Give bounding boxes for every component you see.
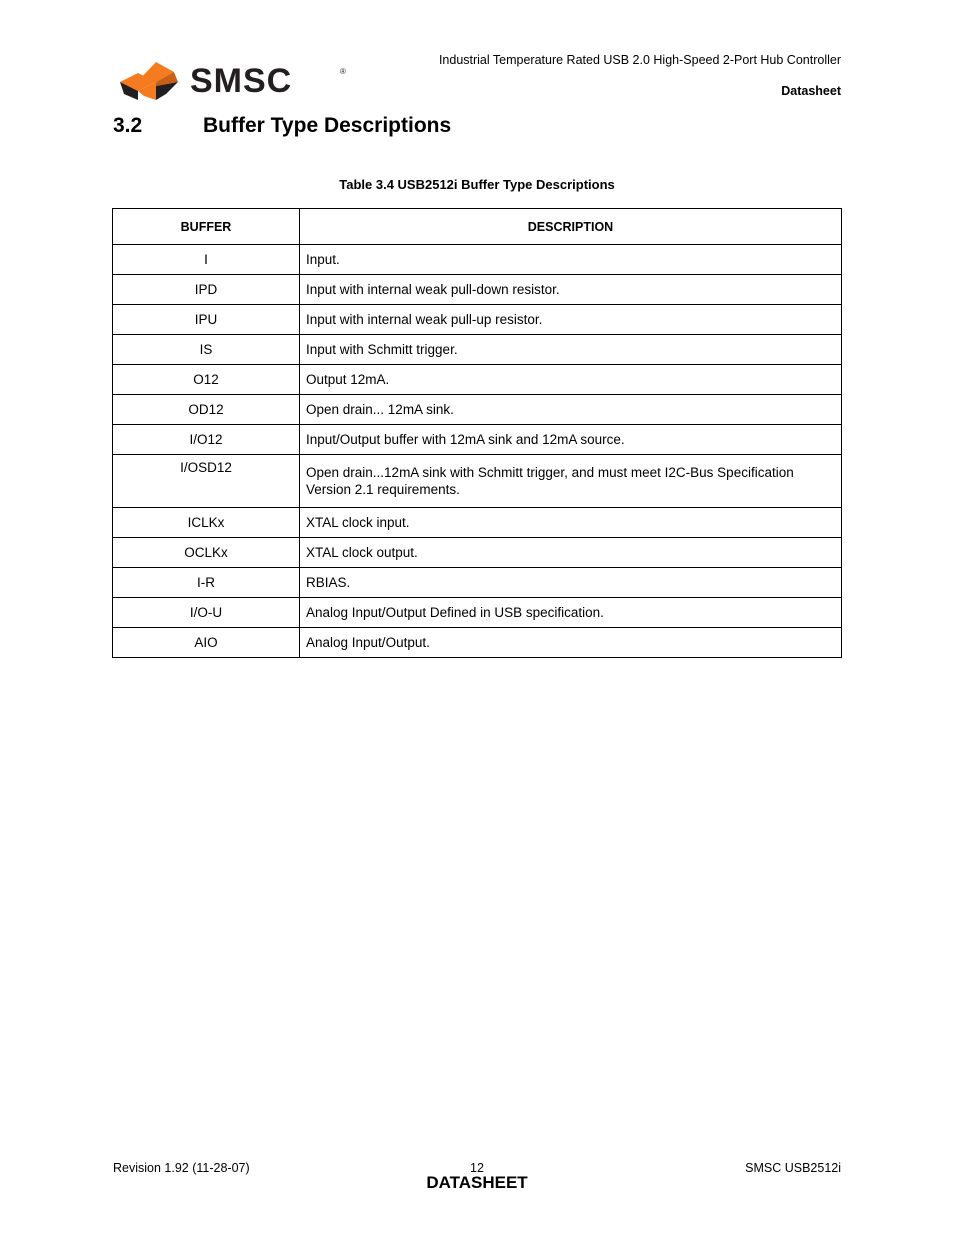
description-cell: Output 12mA.: [300, 365, 842, 395]
description-cell: Input/Output buffer with 12mA sink and 12mA source.: [300, 425, 842, 455]
buffer-cell: OD12: [113, 395, 300, 425]
table-row: [113, 335, 842, 365]
buffer-cell: IPD: [113, 275, 300, 305]
footer-revision: Revision 1.92 (11-28-07): [113, 1161, 250, 1175]
buffer-cell: IPU: [113, 305, 300, 335]
table-row: [113, 245, 842, 275]
buffer-cell: AIO: [113, 628, 300, 658]
description-cell: Open drain...12mA sink with Schmitt trigger, and must meet I2C-Bus Specification Version 2.1 requirements.: [300, 455, 842, 508]
column-header-description: DESCRIPTION: [300, 209, 842, 245]
description-cell: Input.: [300, 245, 842, 275]
buffer-cell: I/OSD12: [113, 455, 300, 508]
table-caption: Table 3.4 USB2512i Buffer Type Descriptions: [339, 177, 615, 192]
buffer-cell: I/O12: [113, 425, 300, 455]
table-row: [113, 568, 842, 598]
table-row: [113, 365, 842, 395]
footer-datasheet-label: DATASHEET: [426, 1173, 528, 1192]
smsc-wordmark: SMSC: [190, 62, 293, 100]
description-cell: Open drain... 12mA sink.: [300, 395, 842, 425]
column-header-buffer: BUFFER: [113, 209, 300, 245]
buffer-cell: I-R: [113, 568, 300, 598]
description-cell: Input with Schmitt trigger.: [300, 335, 842, 365]
buffer-cell: IS: [113, 335, 300, 365]
smsc-diamond-icon: [120, 62, 178, 100]
table-row: [113, 538, 842, 568]
table-row: [113, 455, 842, 508]
buffer-type-table: [112, 208, 842, 658]
description-cell: XTAL clock output.: [300, 538, 842, 568]
footer-product-name: SMSC USB2512i: [745, 1161, 841, 1175]
table-row: [113, 508, 842, 538]
table-row: [113, 598, 842, 628]
buffer-cell: ICLKx: [113, 508, 300, 538]
table-header-row: [113, 209, 842, 245]
section-heading: [113, 114, 451, 138]
buffer-cell: I: [113, 245, 300, 275]
header-document-type: Datasheet: [781, 84, 841, 98]
buffer-cell: I/O-U: [113, 598, 300, 628]
description-cell: RBIAS.: [300, 568, 842, 598]
description-cell: Analog Input/Output Defined in USB specification.: [300, 598, 842, 628]
buffer-cell: OCLKx: [113, 538, 300, 568]
table-row: [113, 275, 842, 305]
buffer-cell: O12: [113, 365, 300, 395]
table-row: [113, 395, 842, 425]
description-cell: XTAL clock input.: [300, 508, 842, 538]
table-row: [113, 628, 842, 658]
section-number: 3.2: [113, 114, 143, 137]
registered-mark: ®: [340, 67, 346, 76]
footer-page-number: 12: [470, 1161, 484, 1175]
header-document-title: Industrial Temperature Rated USB 2.0 High-Speed 2-Port Hub Controller: [438, 53, 841, 67]
table-row: [113, 425, 842, 455]
smsc-logo: [116, 60, 356, 102]
section-title: Buffer Type Descriptions: [203, 114, 452, 137]
description-cell: Input with internal weak pull-down resistor.: [300, 275, 842, 305]
table-row: [113, 305, 842, 335]
description-cell: Input with internal weak pull-up resistor.: [300, 305, 842, 335]
description-cell: Analog Input/Output.: [300, 628, 842, 658]
